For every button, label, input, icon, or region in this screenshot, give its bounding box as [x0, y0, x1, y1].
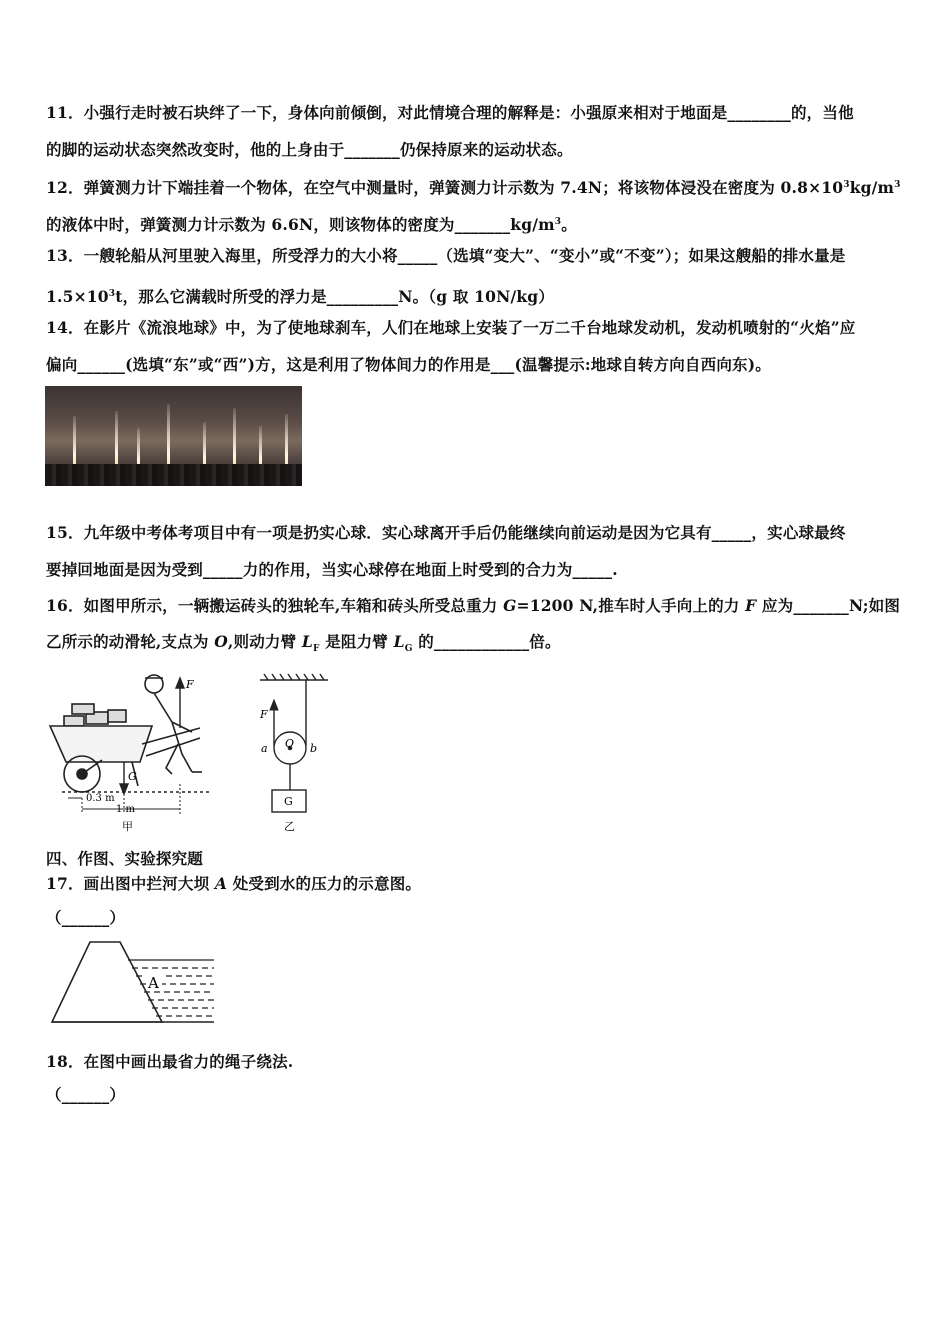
dam-figure	[48, 938, 220, 1028]
q16-line1: 16．如图甲所示，一辆搬运砖头的独轮车,车箱和砖头所受总重力 G=1200 N,推车时人手向上的力 F 应为_______N;如图	[46, 596, 901, 615]
dim-short: 0.3 m	[86, 793, 115, 804]
caption-jia: 甲	[122, 820, 133, 833]
wheelbarrow-figure	[42, 664, 222, 834]
pulley-b-label: b	[310, 742, 318, 755]
q18-answer: （______）	[46, 1085, 126, 1104]
q11-line1: 11．小强行走时被石块绊了一下，身体向前倾倒，对此情境合理的解释是：小强原来相对于地面是________的，当他	[46, 103, 854, 122]
q18-line1: 18．在图中画出最省力的绳子绕法.	[46, 1052, 294, 1071]
q15-line1: 15．九年级中考体考项目中有一项是扔实心球．实心球离开手后仍能继续向前运动是因为它具有_____，实心球最终	[46, 523, 846, 542]
q16-line2: 乙所示的动滑轮,支点为 O,则动力臂 $L_F$ 是阻力臂 $L_G$ 的____________倍。	[46, 632, 561, 655]
q17-line1: 17．画出图中拦河大坝 A 处受到水的压力的示意图。	[46, 874, 422, 893]
q13-line2: $1.5\times 10^3t$，那么它满载时所受的浮力是_________N。（g 取 10N/kg）	[46, 287, 555, 307]
q17-answer: （______）	[46, 908, 126, 927]
q14-line1: 14．在影片《流浪地球》中，为了使地球刹车，人们在地球上安装了一万二千台地球发动机，发动机喷射的“火焰”应	[46, 318, 856, 337]
pulley-figure	[252, 672, 332, 837]
section4-title: 四、作图、实验探究题	[46, 849, 204, 868]
dam-A-label: A	[148, 974, 159, 992]
pulley-G-label: G	[284, 795, 293, 808]
pulley-F-label: F	[260, 708, 268, 721]
pulley-O-label: O	[285, 737, 295, 750]
q14-line2: 偏向______(选填“东”或“西”)方，这是利用了物体间力的作用是___(温馨提示:地球自转方向自西向东)。	[46, 355, 771, 374]
wandering-earth-photo	[45, 386, 302, 486]
dim-long: 1 m	[116, 804, 136, 815]
cart-G-label: G	[128, 770, 137, 783]
q13-line1: 13．一艘轮船从河里驶入海里，所受浮力的大小将_____（选填“变大”、“变小”或“不变”）；如果这艘船的排水量是	[46, 246, 846, 265]
caption-yi: 乙	[284, 820, 295, 833]
cart-F-label: F	[186, 678, 194, 691]
q12-line1: 12．弹簧测力计下端挂着一个物体，在空气中测量时，弹簧测力计示数为 7.4N；将该物体浸没在密度为 $0.8\times 10^3kg/m^3$	[46, 178, 901, 198]
q12-line2: 的液体中时，弹簧测力计示数为 6.6N，则该物体的密度为$\_\_\_\_\_\_\_kg/m^3$。	[46, 215, 577, 235]
q15-line2: 要掉回地面是因为受到_____力的作用，当实心球停在地面上时受到的合力为_____.	[46, 560, 618, 579]
q11-line2: 的脚的运动状态突然改变时，他的上身由于_______仍保持原来的运动状态。	[46, 140, 573, 159]
pulley-a-label: a	[261, 742, 268, 755]
